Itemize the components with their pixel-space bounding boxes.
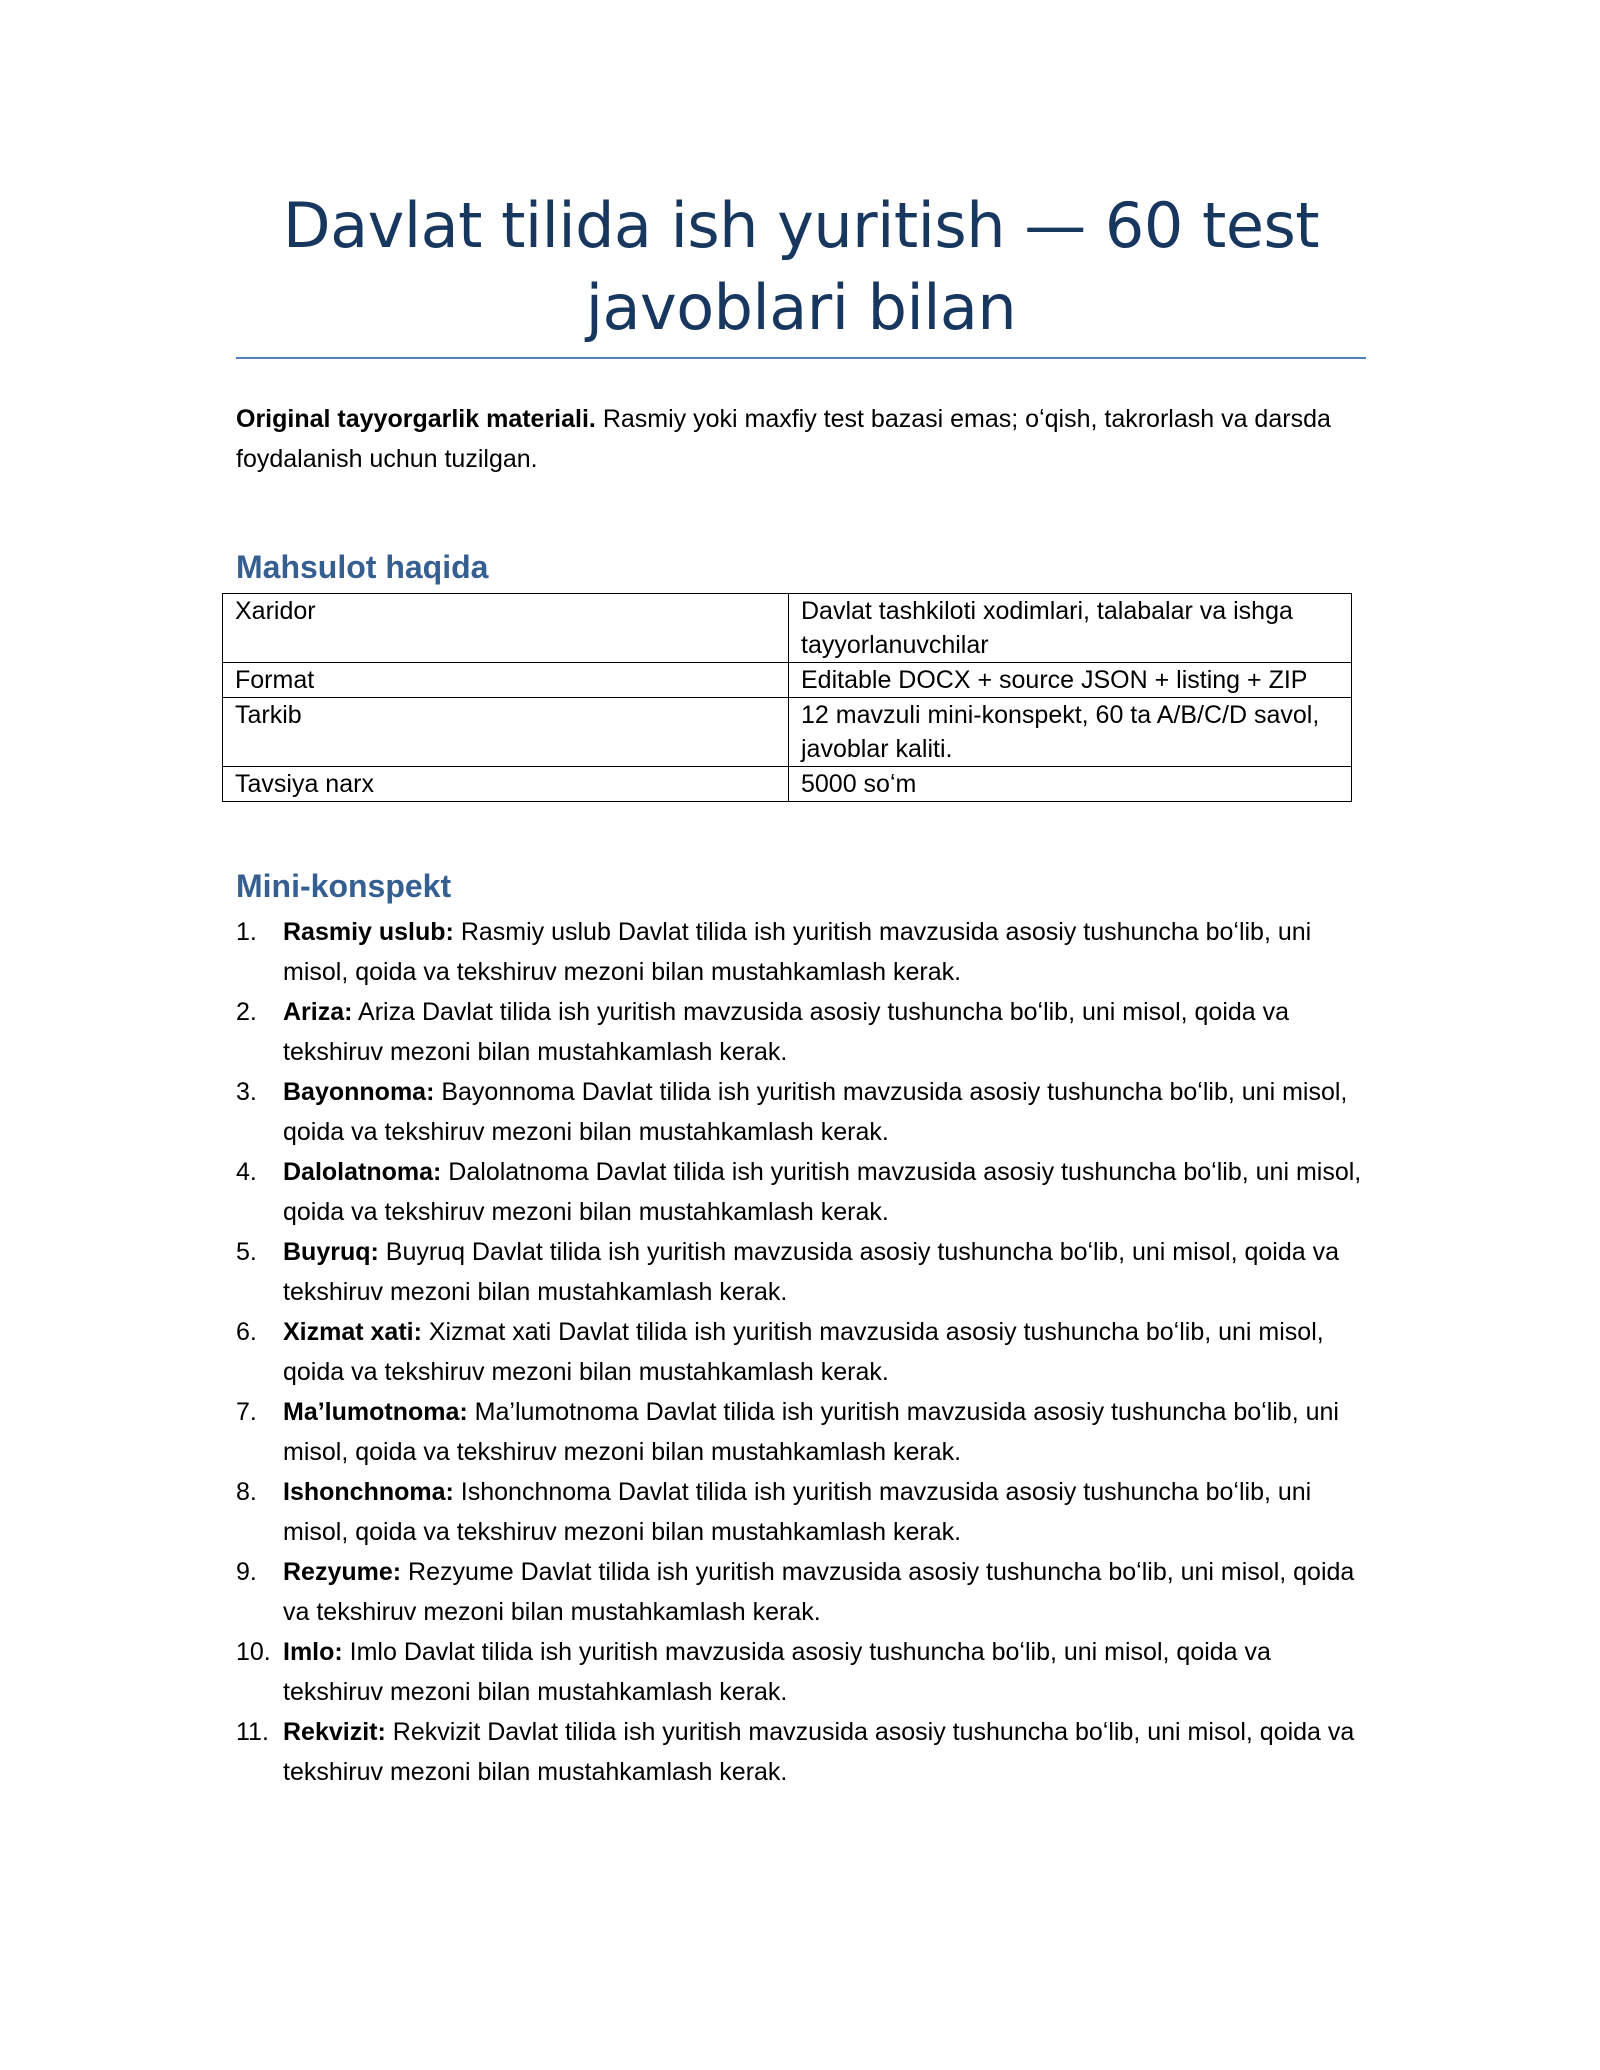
list-item-text: Imlo Davlat tilida ish yuritish mavzusida asosiy tushuncha boʻlib, uni misol, qoida va tekshiruv mezoni bilan mustahkamlash kerak. — [283, 1638, 1271, 1706]
list-item — [236, 1632, 1366, 1712]
list-item-term: Ishonchnoma: — [283, 1478, 454, 1506]
list-item-term: Imlo: — [283, 1638, 343, 1666]
table-value-cell: 5000 soʻm — [789, 767, 1352, 802]
table-value-cell: Editable DOCX + source JSON + listing + ZIP — [789, 663, 1352, 698]
list-item-number: 5. — [236, 1238, 257, 1266]
table-row — [223, 663, 1352, 698]
list-item — [236, 1072, 1366, 1152]
table-row — [223, 594, 1352, 663]
list-item — [236, 1472, 1366, 1552]
list-item-term: Ariza: — [283, 998, 353, 1026]
title-divider — [236, 357, 1366, 359]
intro-text: Rasmiy yoki maxfiy test bazasi emas; oʻqish, takrorlash va darsda foydalanish uchun tuzilgan. — [236, 405, 1331, 473]
list-item-term: Dalolatnoma: — [283, 1158, 442, 1186]
document-page — [236, 185, 1366, 1792]
list-item — [236, 1552, 1366, 1632]
list-item-number: 10. — [236, 1638, 271, 1666]
list-item-number: 4. — [236, 1158, 257, 1186]
list-item-text: Ma’lumotnoma Davlat tilida ish yuritish mavzusida asosiy tushuncha boʻlib, uni misol, qoida va tekshiruv mezoni bilan mustahkamlash kerak. — [283, 1398, 1339, 1466]
list-item-number: 3. — [236, 1078, 257, 1106]
list-item — [236, 992, 1366, 1072]
mini-konspekt-list — [236, 912, 1366, 1792]
list-item-text: Rekvizit Davlat tilida ish yuritish mavzusida asosiy tushuncha boʻlib, uni misol, qoida va tekshiruv mezoni bilan mustahkamlash kerak. — [283, 1718, 1355, 1786]
document-title: Davlat tilida ish yuritish — 60 test javoblari bilan — [282, 189, 1320, 344]
list-item — [236, 1312, 1366, 1392]
list-item-term: Rezyume: — [283, 1558, 402, 1586]
list-item-number: 7. — [236, 1398, 257, 1426]
list-item — [236, 1392, 1366, 1472]
list-item-number: 9. — [236, 1558, 257, 1586]
list-item-number: 1. — [236, 918, 257, 946]
product-heading: Mahsulot haqida — [236, 549, 489, 585]
list-item-text: Bayonnoma Davlat tilida ish yuritish mavzusida asosiy tushuncha boʻlib, uni misol, qoida va tekshiruv mezoni bilan mustahkamlash kerak. — [283, 1078, 1348, 1146]
table-key-cell: Format — [223, 663, 789, 698]
list-item-text: Xizmat xati Davlat tilida ish yuritish mavzusida asosiy tushuncha boʻlib, uni misol, qoida va tekshiruv mezoni bilan mustahkamlash kerak. — [283, 1318, 1324, 1386]
intro-bold-lead: Original tayyorgarlik materiali. — [236, 405, 596, 433]
list-item-number: 6. — [236, 1318, 257, 1346]
list-item-term: Buyruq: — [283, 1238, 379, 1266]
table-value-cell: Davlat tashkiloti xodimlari, talabalar va ishga tayyorlanuvchilar — [789, 594, 1352, 663]
list-item-number: 11. — [236, 1718, 269, 1746]
list-item — [236, 1712, 1366, 1792]
list-item-text: Dalolatnoma Davlat tilida ish yuritish mavzusida asosiy tushuncha boʻlib, uni misol, qoida va tekshiruv mezoni bilan mustahkamlash kerak. — [283, 1158, 1362, 1226]
list-item — [236, 912, 1366, 992]
list-item-term: Xizmat xati: — [283, 1318, 422, 1346]
list-item — [236, 1152, 1366, 1232]
list-item-text: Rezyume Davlat tilida ish yuritish mavzusida asosiy tushuncha boʻlib, uni misol, qoida va tekshiruv mezoni bilan mustahkamlash kerak. — [283, 1558, 1355, 1626]
list-item-text: Rasmiy uslub Davlat tilida ish yuritish mavzusida asosiy tushuncha boʻlib, uni misol, qoida va tekshiruv mezoni bilan mustahkamlash kerak. — [283, 918, 1312, 986]
list-item-term: Rasmiy uslub: — [283, 918, 454, 946]
table-key-cell: Tarkib — [223, 698, 789, 767]
table-row — [223, 698, 1352, 767]
list-item-term: Ma’lumotnoma: — [283, 1398, 468, 1426]
intro-paragraph — [236, 399, 1366, 479]
list-item-text: Ishonchnoma Davlat tilida ish yuritish mavzusida asosiy tushuncha boʻlib, uni misol, qoida va tekshiruv mezoni bilan mustahkamlash kerak. — [283, 1478, 1312, 1546]
list-item-text: Buyruq Davlat tilida ish yuritish mavzusida asosiy tushuncha boʻlib, uni misol, qoida va tekshiruv mezoni bilan mustahkamlash kerak. — [283, 1238, 1340, 1306]
table-value-cell: 12 mavzuli mini-konspekt, 60 ta A/B/C/D savol, javoblar kaliti. — [789, 698, 1352, 767]
list-item-number: 2. — [236, 998, 257, 1026]
list-item-term: Rekvizit: — [283, 1718, 386, 1746]
list-item — [236, 1232, 1366, 1312]
mini-konspekt-heading: Mini-konspekt — [236, 868, 452, 904]
list-item-text: Ariza Davlat tilida ish yuritish mavzusida asosiy tushuncha boʻlib, uni misol, qoida va tekshiruv mezoni bilan mustahkamlash kerak. — [283, 998, 1290, 1066]
product-info-table — [222, 593, 1352, 802]
table-key-cell: Xaridor — [223, 594, 789, 663]
table-row — [223, 767, 1352, 802]
list-item-term: Bayonnoma: — [283, 1078, 435, 1106]
list-item-number: 8. — [236, 1478, 257, 1506]
table-key-cell: Tavsiya narx — [223, 767, 789, 802]
